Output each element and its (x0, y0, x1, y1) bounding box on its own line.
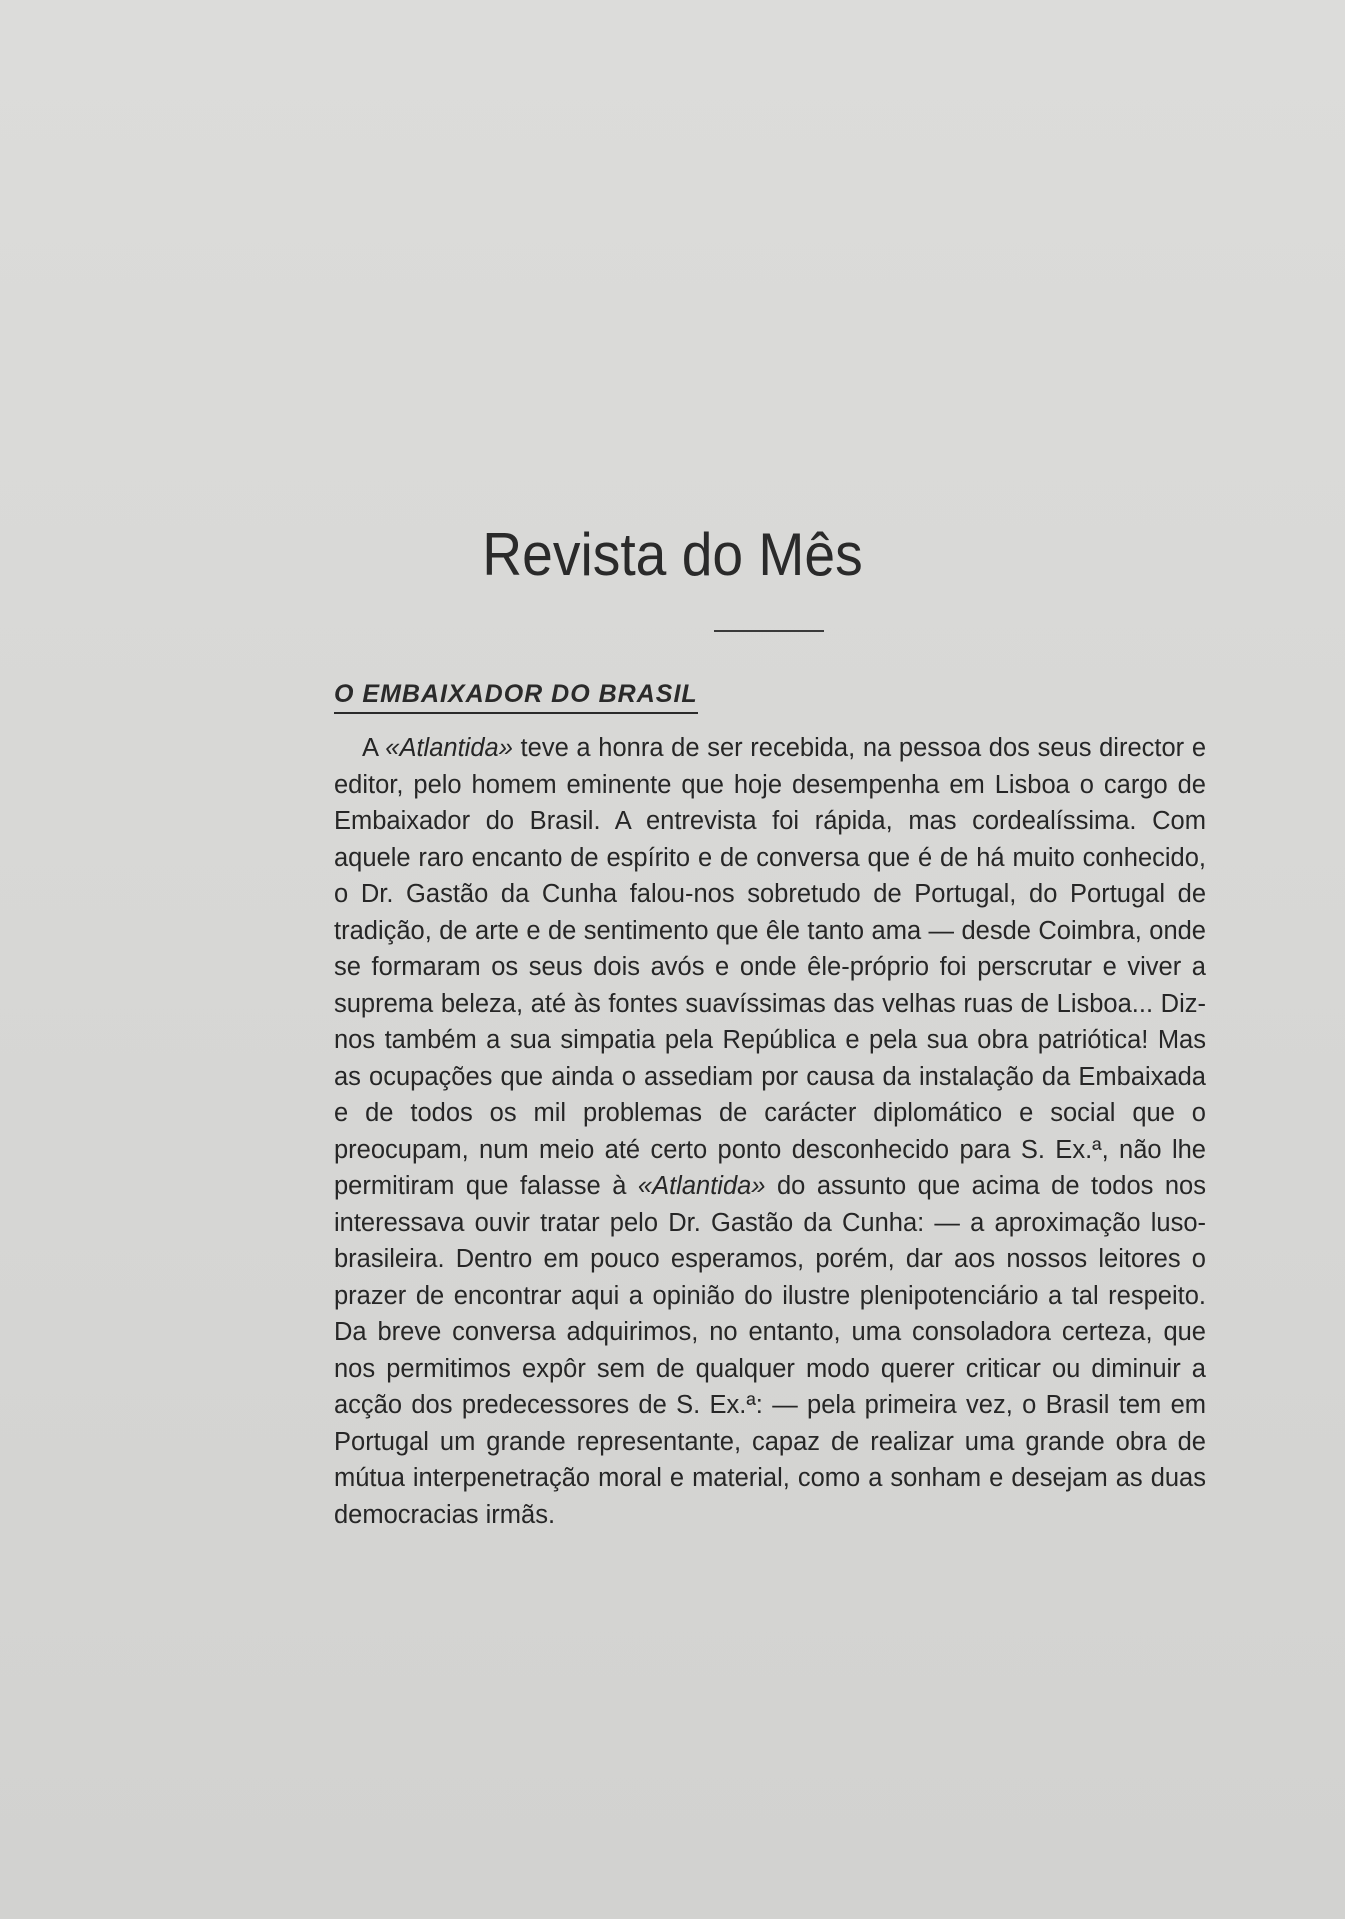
section-heading: O EMBAIXADOR DO BRASIL (334, 680, 698, 714)
paragraph-text-3: do assunto que acima de todos nos interessava ouvir tratar pelo Dr. Gastão da Cunha: — a aproximação luso-brasileira. Dentro em pouco esperamos, porém, dar aos nossos leitores o prazer de encontrar aqui a opinião do ilustre plenipotenciário a tal respeito. Da breve conversa adquirimos, no entanto, uma consoladora certeza, que nos permitimos expôr sem de qualquer modo querer criticar ou diminuir a acção dos predecessores de S. Ex.ª: — pela primeira vez, o Brasil tem em Portugal um grande representante, capaz de realizar uma grande obra de mútua interpenetração moral e material, como a sonham e desejam as duas democracias irmãs. (334, 1172, 1206, 1529)
magazine-name-1: «Atlantida» (385, 734, 513, 762)
magazine-name-2: «Atlantida» (637, 1172, 766, 1200)
paragraph-text-1: A (362, 734, 386, 762)
article-paragraph (334, 730, 1206, 1533)
title-divider (714, 630, 824, 632)
paragraph-text-2: teve a honra de ser recebida, na pessoa dos seus director e editor, pelo homem eminente que hoje desempenha em Lisboa o cargo de Embaixador do Brasil. A entrevista foi rápida, mas cordealíssima. Com aquele raro encanto de espírito e de conversa que é de há muito conhecido, o Dr. Gastão da Cunha falou-nos sobretudo de Portugal, do Portugal de tradição, de arte e de sentimento que êle tanto ama — desde Coimbra, onde se formaram os seus dois avós e onde êle-próprio foi perscrutar e viver a suprema beleza, até às fontes suavíssimas das velhas ruas de Lisboa... Diz-nos também a sua simpatia pela República e pela sua obra patriótica! Mas as ocupações que ainda o assediam por causa da instalação da Embaixada e de todos os mil problemas de carácter diplomático e social que o preocupam, num meio até certo ponto desconhecido para S. Ex.ª, não lhe permitiram que falasse à (334, 734, 1206, 1200)
page-title: Revista do Mês (482, 521, 863, 588)
